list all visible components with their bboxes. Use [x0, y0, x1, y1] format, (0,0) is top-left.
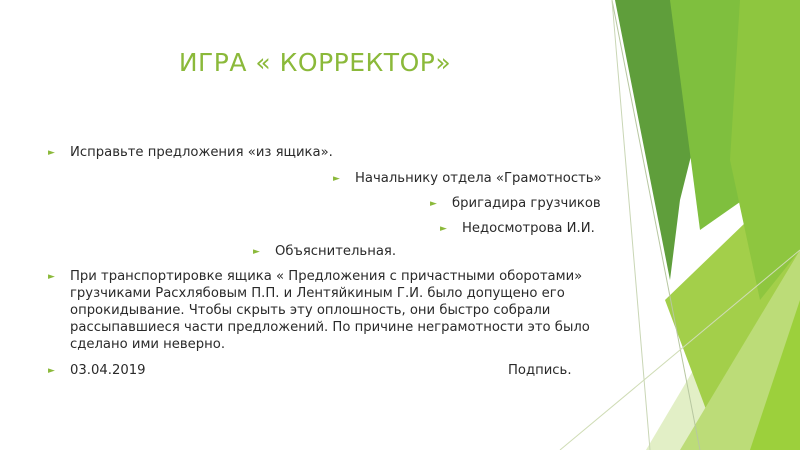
- list-item: [440, 220, 595, 237]
- item-text: Начальнику отдела «Грамотность»: [355, 171, 602, 186]
- bullet-arrow-icon: ►: [333, 174, 340, 184]
- slide-title: ИГРА « КОРРЕКТОР»: [178, 48, 452, 77]
- bullet-arrow-icon: ►: [430, 199, 437, 209]
- list-item: [430, 195, 601, 212]
- list-item: [48, 144, 333, 161]
- item-text: 03.04.2019: [70, 363, 146, 378]
- item-text: бригадира грузчиков: [452, 196, 601, 211]
- bullet-arrow-icon: ►: [48, 366, 55, 376]
- bullet-arrow-icon: ►: [48, 148, 55, 158]
- item-text: При транспортировке ящика « Предложения с причастными оборотами» грузчиками Расхлябовым П.П. и Лентяйкиным Г.И. было допущено его опрокидывание. Чтобы скрыть эту оплошность, они быстро собрали рассыпавшиеся части предложений. По причине неграмотности это было сделано ими неверно.: [70, 269, 590, 352]
- bullet-arrow-icon: ►: [48, 272, 55, 282]
- bullet-arrow-icon: ►: [440, 224, 447, 234]
- list-item: [48, 362, 146, 379]
- signature: Подпись.: [508, 363, 572, 378]
- list-item: [253, 243, 397, 260]
- item-text: Недосмотрова И.И.: [462, 221, 595, 236]
- list-item: [333, 170, 602, 187]
- list-item: [48, 268, 610, 353]
- item-text: Объяснительная.: [275, 244, 397, 259]
- bullet-arrow-icon: ►: [253, 247, 260, 257]
- item-text: Исправьте предложения «из ящика».: [70, 145, 333, 160]
